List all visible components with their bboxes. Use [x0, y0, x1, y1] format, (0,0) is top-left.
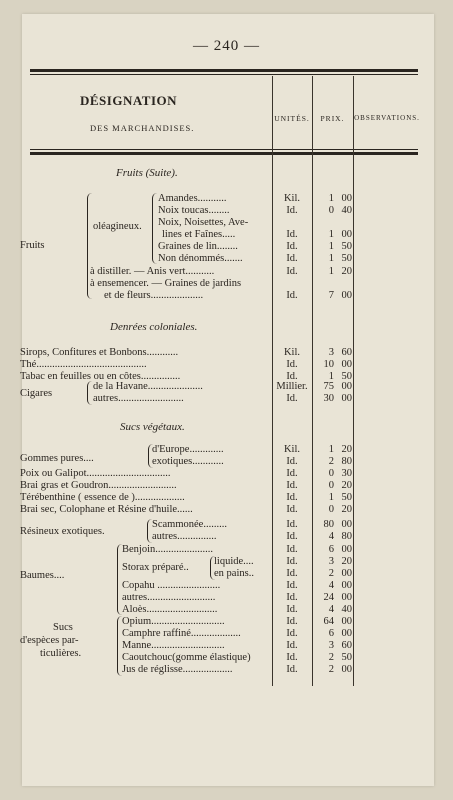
- price-francs: 2: [328, 652, 334, 663]
- row-label: à distiller. — Anis vert...........: [90, 266, 215, 277]
- row-label: en pains..: [214, 568, 254, 579]
- group-oleagineux: oléagineux.: [93, 221, 142, 232]
- row-price: [318, 381, 358, 393]
- price-francs: 1: [328, 193, 334, 204]
- row-unit: Id.: [286, 205, 298, 216]
- row-unit: Id.: [286, 652, 298, 663]
- row-unit: Id.: [286, 544, 298, 555]
- price-centimes: 00: [341, 580, 352, 591]
- table-row: [0, 359, 453, 371]
- row-unit: Id.: [286, 604, 298, 615]
- group-resineux-exotiques: Résineux exotiques.: [20, 526, 105, 537]
- table-row: [0, 519, 453, 531]
- group-cigares: Cigares: [20, 388, 53, 399]
- row-label: autres.........................: [93, 393, 184, 404]
- row-unit: Id.: [286, 480, 298, 491]
- row-label: et de fleurs....................: [104, 290, 204, 301]
- header-bottom-rule-thin: [30, 149, 418, 150]
- price-centimes: 50: [341, 253, 352, 264]
- price-centimes: 80: [341, 456, 352, 467]
- price-centimes: 00: [341, 381, 352, 392]
- group-sucs-especes-line2: d'espèces par-: [20, 635, 79, 646]
- header-price: PRIX.: [320, 114, 345, 123]
- row-price: [318, 604, 358, 616]
- price-centimes: 60: [341, 347, 352, 358]
- price-francs: 3: [328, 347, 334, 358]
- row-label: Brai sec, Colophane et Résine d'huile......: [20, 504, 193, 515]
- price-centimes: 00: [341, 359, 352, 370]
- row-price: [318, 278, 358, 290]
- row-price: [318, 640, 358, 652]
- table-row: [0, 480, 453, 492]
- row-price: [318, 193, 358, 205]
- table-row: [0, 241, 453, 253]
- price-centimes: 00: [341, 544, 352, 555]
- price-francs: 2: [328, 456, 334, 467]
- row-price: [318, 456, 358, 468]
- table-row: [0, 278, 453, 290]
- price-francs: 75: [323, 381, 334, 392]
- price-centimes: 00: [341, 592, 352, 603]
- group-storax-prepare: Storax préparé..: [122, 562, 189, 573]
- price-francs: 3: [328, 556, 334, 567]
- row-price: [318, 544, 358, 556]
- table-row: [0, 652, 453, 664]
- row-label: Térébenthine ( essence de )...................: [20, 492, 185, 503]
- row-unit: Kil.: [283, 347, 301, 358]
- header-units: UNITÉS.: [274, 114, 310, 123]
- price-centimes: 00: [341, 616, 352, 627]
- row-price: [318, 290, 358, 302]
- price-centimes: 40: [341, 604, 352, 615]
- row-unit: Id.: [286, 456, 298, 467]
- row-label: Scammonée.........: [152, 519, 227, 530]
- row-price: [318, 592, 358, 604]
- header-top-rule: [30, 69, 418, 72]
- price-francs: 1: [328, 371, 334, 382]
- row-label: Thé..........................................: [20, 359, 147, 370]
- price-centimes: 00: [341, 664, 352, 675]
- price-centimes: 20: [341, 504, 352, 515]
- row-price: [318, 266, 358, 278]
- price-centimes: 50: [341, 492, 352, 503]
- section-sucs-vegetaux: Sucs végétaux.: [120, 421, 185, 433]
- table-row: [0, 592, 453, 604]
- row-label: Jus de réglisse...................: [122, 664, 233, 675]
- price-centimes: 20: [341, 444, 352, 455]
- row-price: [318, 580, 358, 592]
- row-price: [318, 664, 358, 676]
- header-observations: OBSERVATIONS.: [354, 114, 420, 122]
- row-label: autres...............: [152, 531, 217, 542]
- price-francs: 24: [323, 592, 334, 603]
- price-centimes: 00: [341, 628, 352, 639]
- table-row: [0, 531, 453, 543]
- price-francs: 6: [328, 544, 334, 555]
- row-unit: Id.: [286, 253, 298, 264]
- row-price: [318, 205, 358, 217]
- row-label: Noix, Noisettes, Ave-: [158, 217, 249, 228]
- header-designation: DÉSIGNATION: [80, 93, 178, 108]
- price-francs: 1: [328, 266, 334, 277]
- group-baumes: Baumes....: [20, 570, 65, 581]
- header-bottom-rule: [30, 152, 418, 155]
- row-unit: Id.: [286, 556, 298, 567]
- price-centimes: 60: [341, 640, 352, 651]
- group-sucs-especes-line1: Sucs: [53, 622, 73, 633]
- row-unit: Id.: [286, 492, 298, 503]
- row-label: Camphre raffiné...................: [122, 628, 241, 639]
- price-centimes: 50: [341, 652, 352, 663]
- group-fruits: Fruits: [20, 240, 45, 251]
- price-francs: 0: [328, 205, 334, 216]
- row-price: [318, 444, 358, 456]
- section-denrees-coloniales: Denrées coloniales.: [110, 321, 198, 333]
- row-label: Benjoin......................: [122, 544, 213, 555]
- table-row: [0, 504, 453, 516]
- header-designation-sub: DES MARCHANDISES.: [90, 123, 195, 133]
- price-francs: 1: [328, 492, 334, 503]
- price-centimes: 00: [341, 519, 352, 530]
- price-francs: 4: [328, 531, 334, 542]
- table-row: [0, 193, 453, 205]
- row-label: Caoutchouc(gomme élastique): [122, 652, 251, 663]
- price-francs: 4: [328, 580, 334, 591]
- table-row: [0, 604, 453, 616]
- page-number: — 240 —: [193, 38, 260, 54]
- row-label: Manne............................: [122, 640, 225, 651]
- table-row: [0, 266, 453, 278]
- price-francs: 1: [328, 444, 334, 455]
- price-centimes: 20: [341, 556, 352, 567]
- row-price: [318, 628, 358, 640]
- row-label: Noix toucas........: [158, 205, 230, 216]
- table-row: [0, 205, 453, 217]
- row-price: [318, 616, 358, 628]
- price-francs: 6: [328, 628, 334, 639]
- row-unit: Id.: [286, 531, 298, 542]
- price-francs: 4: [328, 604, 334, 615]
- price-francs: 3: [328, 640, 334, 651]
- price-francs: 10: [323, 359, 334, 370]
- row-price: [318, 217, 358, 229]
- price-francs: 2: [328, 664, 334, 675]
- price-francs: 7: [328, 290, 334, 301]
- row-label: Copahu ........................: [122, 580, 221, 591]
- row-unit: Id.: [286, 664, 298, 675]
- price-centimes: 00: [341, 193, 352, 204]
- row-unit: Id.: [286, 468, 298, 479]
- group-gommes-pures: Gommes pures....: [20, 453, 94, 464]
- price-centimes: 00: [341, 568, 352, 579]
- table-row: [0, 393, 453, 405]
- table-row: [0, 640, 453, 652]
- table-row: [0, 217, 453, 229]
- row-unit: Id.: [286, 628, 298, 639]
- row-price: [318, 568, 358, 580]
- table-row: [0, 556, 453, 568]
- row-price: [318, 359, 358, 371]
- price-francs: 1: [328, 229, 334, 240]
- price-francs: 0: [328, 468, 334, 479]
- price-centimes: 50: [341, 371, 352, 382]
- row-label: de la Havane.....................: [93, 381, 203, 392]
- row-unit: Id.: [286, 580, 298, 591]
- row-price: [318, 556, 358, 568]
- table-row: [0, 347, 453, 359]
- row-price: [318, 468, 358, 480]
- row-price: [318, 241, 358, 253]
- price-centimes: 30: [341, 468, 352, 479]
- table-row: [0, 568, 453, 580]
- table-row: [0, 628, 453, 640]
- price-francs: 0: [328, 504, 334, 515]
- row-price: [318, 504, 358, 516]
- table-row: [0, 290, 453, 302]
- row-unit: Millier.: [276, 381, 308, 392]
- table-row: [0, 381, 453, 393]
- row-unit: Id.: [286, 393, 298, 404]
- row-label: d'Europe.............: [152, 444, 224, 455]
- table-row: [0, 616, 453, 628]
- price-francs: 30: [323, 393, 334, 404]
- row-unit: Id.: [286, 241, 298, 252]
- row-unit: Id.: [286, 568, 298, 579]
- table-row: [0, 253, 453, 265]
- table-row: [0, 444, 453, 456]
- row-label: Amandes...........: [158, 193, 227, 204]
- row-label: à ensemencer. — Graines de jardins: [90, 278, 242, 289]
- row-label: Tabac en feuilles ou en côtes...............: [20, 371, 181, 382]
- price-francs: 80: [323, 519, 334, 530]
- table-row: [0, 229, 453, 241]
- price-francs: 2: [328, 568, 334, 579]
- row-label: Opium............................: [122, 616, 225, 627]
- row-unit: Id.: [286, 592, 298, 603]
- row-price: [318, 253, 358, 265]
- row-label: Brai gras et Goudron..........................: [20, 480, 177, 491]
- row-price: [318, 480, 358, 492]
- table-row: [0, 544, 453, 556]
- table-row: [0, 580, 453, 592]
- row-unit: Id.: [286, 290, 298, 301]
- price-centimes: 50: [341, 241, 352, 252]
- row-unit: Id.: [286, 519, 298, 530]
- row-unit: Kil.: [283, 193, 301, 204]
- price-centimes: 40: [341, 205, 352, 216]
- row-unit: Id.: [286, 371, 298, 382]
- price-francs: 64: [323, 616, 334, 627]
- price-centimes: 00: [341, 393, 352, 404]
- price-centimes: 20: [341, 266, 352, 277]
- table-row: [0, 468, 453, 480]
- section-fruits: Fruits (Suite).: [116, 167, 178, 179]
- row-price: [318, 229, 358, 241]
- table-row: [0, 492, 453, 504]
- group-sucs-especes-line3: ticulières.: [40, 648, 82, 659]
- price-francs: 1: [328, 241, 334, 252]
- price-centimes: 80: [341, 531, 352, 542]
- row-label: Sirops, Confitures et Bonbons............: [20, 347, 179, 358]
- price-centimes: 00: [341, 229, 352, 240]
- row-label: Graines de lin........: [158, 241, 238, 252]
- price-centimes: 00: [341, 290, 352, 301]
- row-price: [318, 652, 358, 664]
- row-label: liquide....: [214, 556, 254, 567]
- row-price: [318, 519, 358, 531]
- header-top-rule-thin: [30, 74, 418, 75]
- row-unit: Id.: [286, 359, 298, 370]
- table-row: [0, 664, 453, 676]
- row-price: [318, 393, 358, 405]
- price-francs: 1: [328, 253, 334, 264]
- row-price: [318, 347, 358, 359]
- row-label: exotiques............: [152, 456, 224, 467]
- price-francs: 0: [328, 480, 334, 491]
- row-label: autres..........................: [122, 592, 216, 603]
- row-unit: Id.: [286, 640, 298, 651]
- row-price: [318, 531, 358, 543]
- row-label: lines et Faînes.....: [162, 229, 236, 240]
- row-label: Aloès...........................: [122, 604, 218, 615]
- row-label: Non dénommés.......: [158, 253, 243, 264]
- price-centimes: 20: [341, 480, 352, 491]
- table-row: [0, 456, 453, 468]
- row-unit: Id.: [286, 266, 298, 277]
- row-label: Poix ou Galipot................................: [20, 468, 171, 479]
- row-unit: Id.: [286, 229, 298, 240]
- row-unit: Id.: [286, 616, 298, 627]
- row-unit: Id.: [286, 504, 298, 515]
- row-unit: Kil.: [283, 444, 301, 455]
- row-price: [318, 492, 358, 504]
